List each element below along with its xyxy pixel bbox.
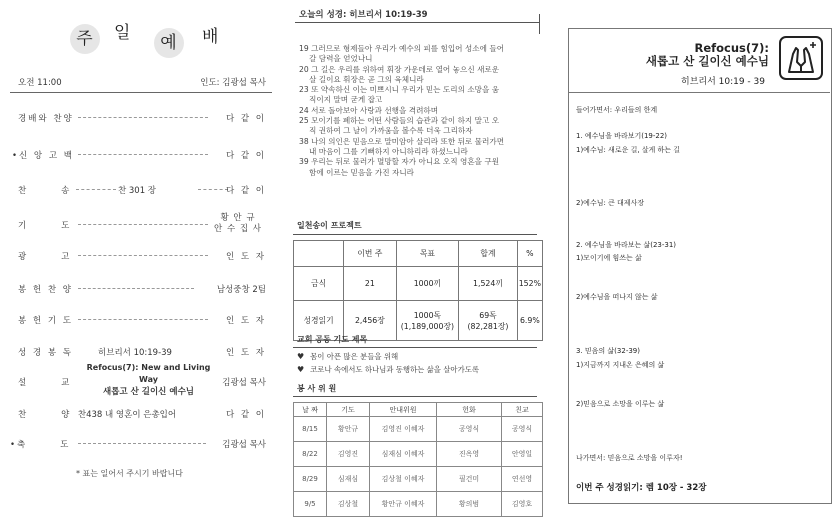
leader-dots (78, 288, 194, 289)
verse-line: 19 그러므로 형제들아 우리가 예수의 피를 힘입어 성소에 들어 (299, 44, 505, 53)
notes-intro: 들어가면서: 우리들의 한계 (576, 106, 658, 114)
leader-dots (78, 255, 208, 256)
verse-line: 38 나의 의인은 믿음으로 말미암아 살리라 또한 뒤로 물러가면 (299, 136, 505, 146)
notes-point: 1)모이기에 힘쓰는 삶 (576, 254, 642, 262)
order-row (18, 180, 266, 202)
verse-line: 23 또 약속하신 이는 미쁘시니 우리가 믿는 도리의 소망을 움 (299, 85, 500, 95)
notes-section: 3. 믿음의 삶(32-39) (576, 347, 640, 355)
verse-line: 갈 담력을 얻었나니 (309, 54, 373, 64)
order-of-worship-panel (0, 0, 282, 507)
table-row (294, 442, 543, 467)
table-cell: 8/22 (294, 442, 327, 467)
scripture-panel (283, 0, 553, 507)
table-header: 헌화 (437, 403, 502, 417)
service-table (293, 402, 543, 517)
table-cell: 1000독 (1,189,000장) (396, 301, 459, 341)
project-table (293, 240, 543, 341)
verse-line: 39 우리는 뒤로 물러가 멸망할 자가 아니요 오직 영혼을 구원 (299, 157, 500, 167)
table-cell: 김영진 (327, 442, 370, 467)
table-cell: 연선영 (502, 467, 543, 492)
table-header (294, 241, 344, 267)
prayer-text: 코로나 속에서도 하나님과 동행하는 삶을 살아가도록 (310, 365, 479, 374)
table-header: 목표 (396, 241, 459, 267)
leader-dots (78, 117, 208, 118)
prayer-item (297, 363, 537, 376)
verse-line: 살 길이요 휘장은 곧 그의 육체니라 (309, 74, 424, 84)
verse-line: 20 그 길은 우리를 위하여 휘장 가운데로 열어 놓으신 새로운 (299, 64, 500, 74)
table-cell: 안영일 (502, 442, 543, 467)
order-row (18, 246, 266, 268)
scripture-heading: 오늘의 성경: 히브리서 10:19-39 (299, 10, 428, 20)
leader-dots (78, 224, 208, 225)
order-row (12, 145, 266, 167)
order-row (18, 108, 266, 130)
scripture-verses (299, 44, 543, 178)
verse-line: 함에 이르는 믿음을 가진 자니라 (309, 167, 415, 177)
notes-title-line: Refocus(7): (694, 41, 769, 55)
leader-dots (78, 319, 208, 320)
order-row (10, 434, 266, 456)
order-item-leader: 다 같 이 (225, 151, 266, 161)
verse-line: 내 마음이 그를 기뻐하지 아니하리라 하셨느니라 (309, 146, 468, 156)
table-cell: 김영호 (502, 492, 543, 517)
table-cell: 김상철 이혜자 (370, 467, 437, 492)
verse-line: 25 모이기를 폐하는 어떤 사람들의 습관과 같이 하지 말고 오 (299, 116, 500, 126)
praying-hands-icon (779, 36, 823, 80)
order-item-leader: 인 도 자 (225, 316, 266, 326)
table-cell: 김영진 이혜자 (370, 417, 437, 442)
table-cell: 2,456장 (344, 301, 396, 341)
leader-dots (78, 154, 208, 155)
divider (293, 396, 537, 397)
service-title: 봉 사 위 원 (297, 384, 337, 393)
heart-icon: ♥ (297, 352, 305, 361)
title-char: 주 (70, 24, 100, 54)
prayer-title: 교회 공동 기도 제목 (297, 335, 368, 344)
table-cell: 8/29 (294, 467, 327, 492)
order-item-name: 기 도 (18, 221, 72, 231)
notes-reference: 히브리서 10:19 - 39 (681, 77, 765, 87)
order-item-name: 설 교 (18, 378, 72, 388)
sermon-title-korean: 새롭고 산 길이신 예수님 (103, 387, 194, 397)
table-cell: 황의범 (437, 492, 502, 517)
table-cell: 9/5 (294, 492, 327, 517)
table-cell: 1000끼 (396, 267, 459, 301)
order-item-name: 경배와 찬양 (18, 114, 74, 124)
table-cell: 성경읽기 (294, 301, 344, 341)
table-header: 합계 (459, 241, 517, 267)
notes-point: 1)예수님: 새로운 길, 살게 하는 길 (576, 146, 681, 154)
order-row (18, 310, 266, 332)
order-row (18, 279, 266, 301)
table-row (294, 492, 543, 517)
order-item-leader: 인 도 자 (225, 252, 266, 262)
notes-closing: 나가면서: 믿음으로 소망을 이루자! (576, 454, 683, 462)
table-cell: 김상철 (327, 492, 370, 517)
weekly-reading: 이번 주 성경읽기: 렘 10장 - 32장 (576, 483, 707, 493)
standing-note: * 표는 일어서 주시기 바랍니다 (76, 469, 183, 478)
order-item-name: 찬 양 (18, 410, 72, 420)
order-row (18, 404, 266, 426)
order-item-name: •신 앙 고 백 (12, 151, 74, 161)
table-header: 이번 주 (344, 241, 396, 267)
leader-dots (78, 443, 206, 444)
table-row (294, 417, 543, 442)
order-item-detail: 히브리서 10:19-39 (98, 348, 172, 358)
verse (299, 44, 543, 65)
title-char: 예 (154, 28, 184, 58)
divider (293, 347, 537, 348)
order-item-name: •축 도 (10, 440, 71, 450)
order-item-name: 찬 송 (18, 186, 72, 196)
prayer-item (297, 350, 537, 363)
verse-line: 직이지 말며 굳게 잡고 (309, 95, 383, 105)
table-cell: 심재심 이혜자 (370, 442, 437, 467)
order-item-leader (214, 213, 262, 235)
table-cell: 진옥영 (437, 442, 502, 467)
table-cell: 공영식 (437, 417, 502, 442)
notes-point: 1)지금까지 지내온 은혜의 삶 (576, 361, 665, 369)
table-cell: 1,524끼 (459, 267, 517, 301)
notes-point: 2)예수님을 떠나지 않는 삶 (576, 293, 658, 301)
project-title: 일천송이 프로젝트 (297, 221, 362, 230)
notes-section: 2. 예수님을 바라보는 삶(23-31) (576, 241, 677, 249)
order-item-name: 봉 헌 찬 양 (18, 285, 73, 295)
leader-dots (198, 189, 228, 190)
table-cell: 금식 (294, 267, 344, 301)
order-item-name: 봉 헌 기 도 (18, 316, 73, 326)
order-item-detail: 찬438 내 영혼이 은총입어 (77, 410, 177, 420)
table-cell: 21 (344, 267, 396, 301)
divider (293, 234, 537, 235)
order-item-leader: 인 도 자 (225, 348, 266, 358)
service-time: 오전 11:00 (18, 78, 62, 88)
table-header: 안내위원 (370, 403, 437, 417)
prayer-list (297, 350, 537, 376)
table-row (294, 467, 543, 492)
divider (568, 92, 830, 93)
divider (10, 92, 272, 93)
title-char: 일 (114, 23, 132, 43)
order-item-name: 광 고 (18, 252, 72, 262)
table-cell: 황안규 이혜자 (370, 492, 437, 517)
order-item-leader: 다 같 이 (225, 114, 266, 124)
notes-point: 2)믿음으로 소망을 이루는 삶 (576, 400, 665, 408)
table-header: 친교 (502, 403, 543, 417)
table-cell: 8/15 (294, 417, 327, 442)
verse (299, 137, 543, 158)
service-meta (18, 76, 266, 90)
table-cell: 공영식 (502, 417, 543, 442)
service-leader: 인도: 김광섭 목사 (200, 78, 266, 88)
order-item-name: 성 경 봉 독 (18, 348, 73, 358)
order-item-detail: 찬 301 장 (117, 186, 157, 196)
divider (539, 14, 540, 34)
divider (295, 22, 540, 23)
order-item-leader: 다 같 이 (225, 186, 266, 196)
table-cell: 필건미 (437, 467, 502, 492)
prayer-text: 몸이 아픈 많은 분들을 위해 (310, 352, 399, 361)
verse (299, 116, 543, 137)
verse (299, 106, 543, 116)
notes-section: 1. 예수님을 바라보기(19-22) (576, 132, 668, 140)
verse (299, 157, 543, 178)
table-cell: 6.9% (517, 301, 542, 341)
order-item-leader: 김광섭 목사 (222, 440, 266, 450)
sermon-notes-panel (556, 0, 835, 507)
verse-line: 직 권하여 그 날이 가까움을 볼수록 더욱 그리하자 (309, 126, 473, 136)
worship-title (70, 18, 240, 64)
notes-point: 2)예수님: 큰 대제사장 (576, 199, 645, 207)
title-char: 배 (202, 27, 220, 47)
order-item-leader: 다 같 이 (225, 410, 266, 420)
heart-icon: ♥ (297, 365, 305, 374)
table-row (294, 241, 543, 267)
table-cell: 황안규 (327, 417, 370, 442)
prayer-leader-name: 황 안 규 (220, 213, 256, 223)
table-cell: 69독 (82,281장) (459, 301, 517, 341)
table-row (294, 267, 543, 301)
table-cell: 심재심 (327, 467, 370, 492)
prayer-leader-role: 안 수 집 사 (214, 224, 262, 234)
sermon-title-english: Refocus(7): New and Living Way (86, 363, 211, 384)
order-row (18, 215, 266, 237)
notes-title (646, 42, 769, 68)
notes-frame (568, 28, 832, 504)
verse (299, 65, 543, 86)
order-item-leader: 남성중창 2팀 (216, 285, 266, 295)
table-cell: 152% (517, 267, 542, 301)
table-header: 날 짜 (294, 403, 327, 417)
verse (299, 85, 543, 106)
table-header: % (517, 241, 542, 267)
sermon-title (76, 362, 221, 398)
order-row (18, 342, 266, 364)
notes-title-line: 새롭고 산 길이신 예수님 (645, 54, 769, 68)
order-item-leader: 김광섭 목사 (222, 378, 266, 388)
table-row (294, 403, 543, 417)
table-header: 기도 (327, 403, 370, 417)
verse-line: 24 서로 돌아보아 사랑과 선행을 격려하며 (299, 105, 439, 115)
